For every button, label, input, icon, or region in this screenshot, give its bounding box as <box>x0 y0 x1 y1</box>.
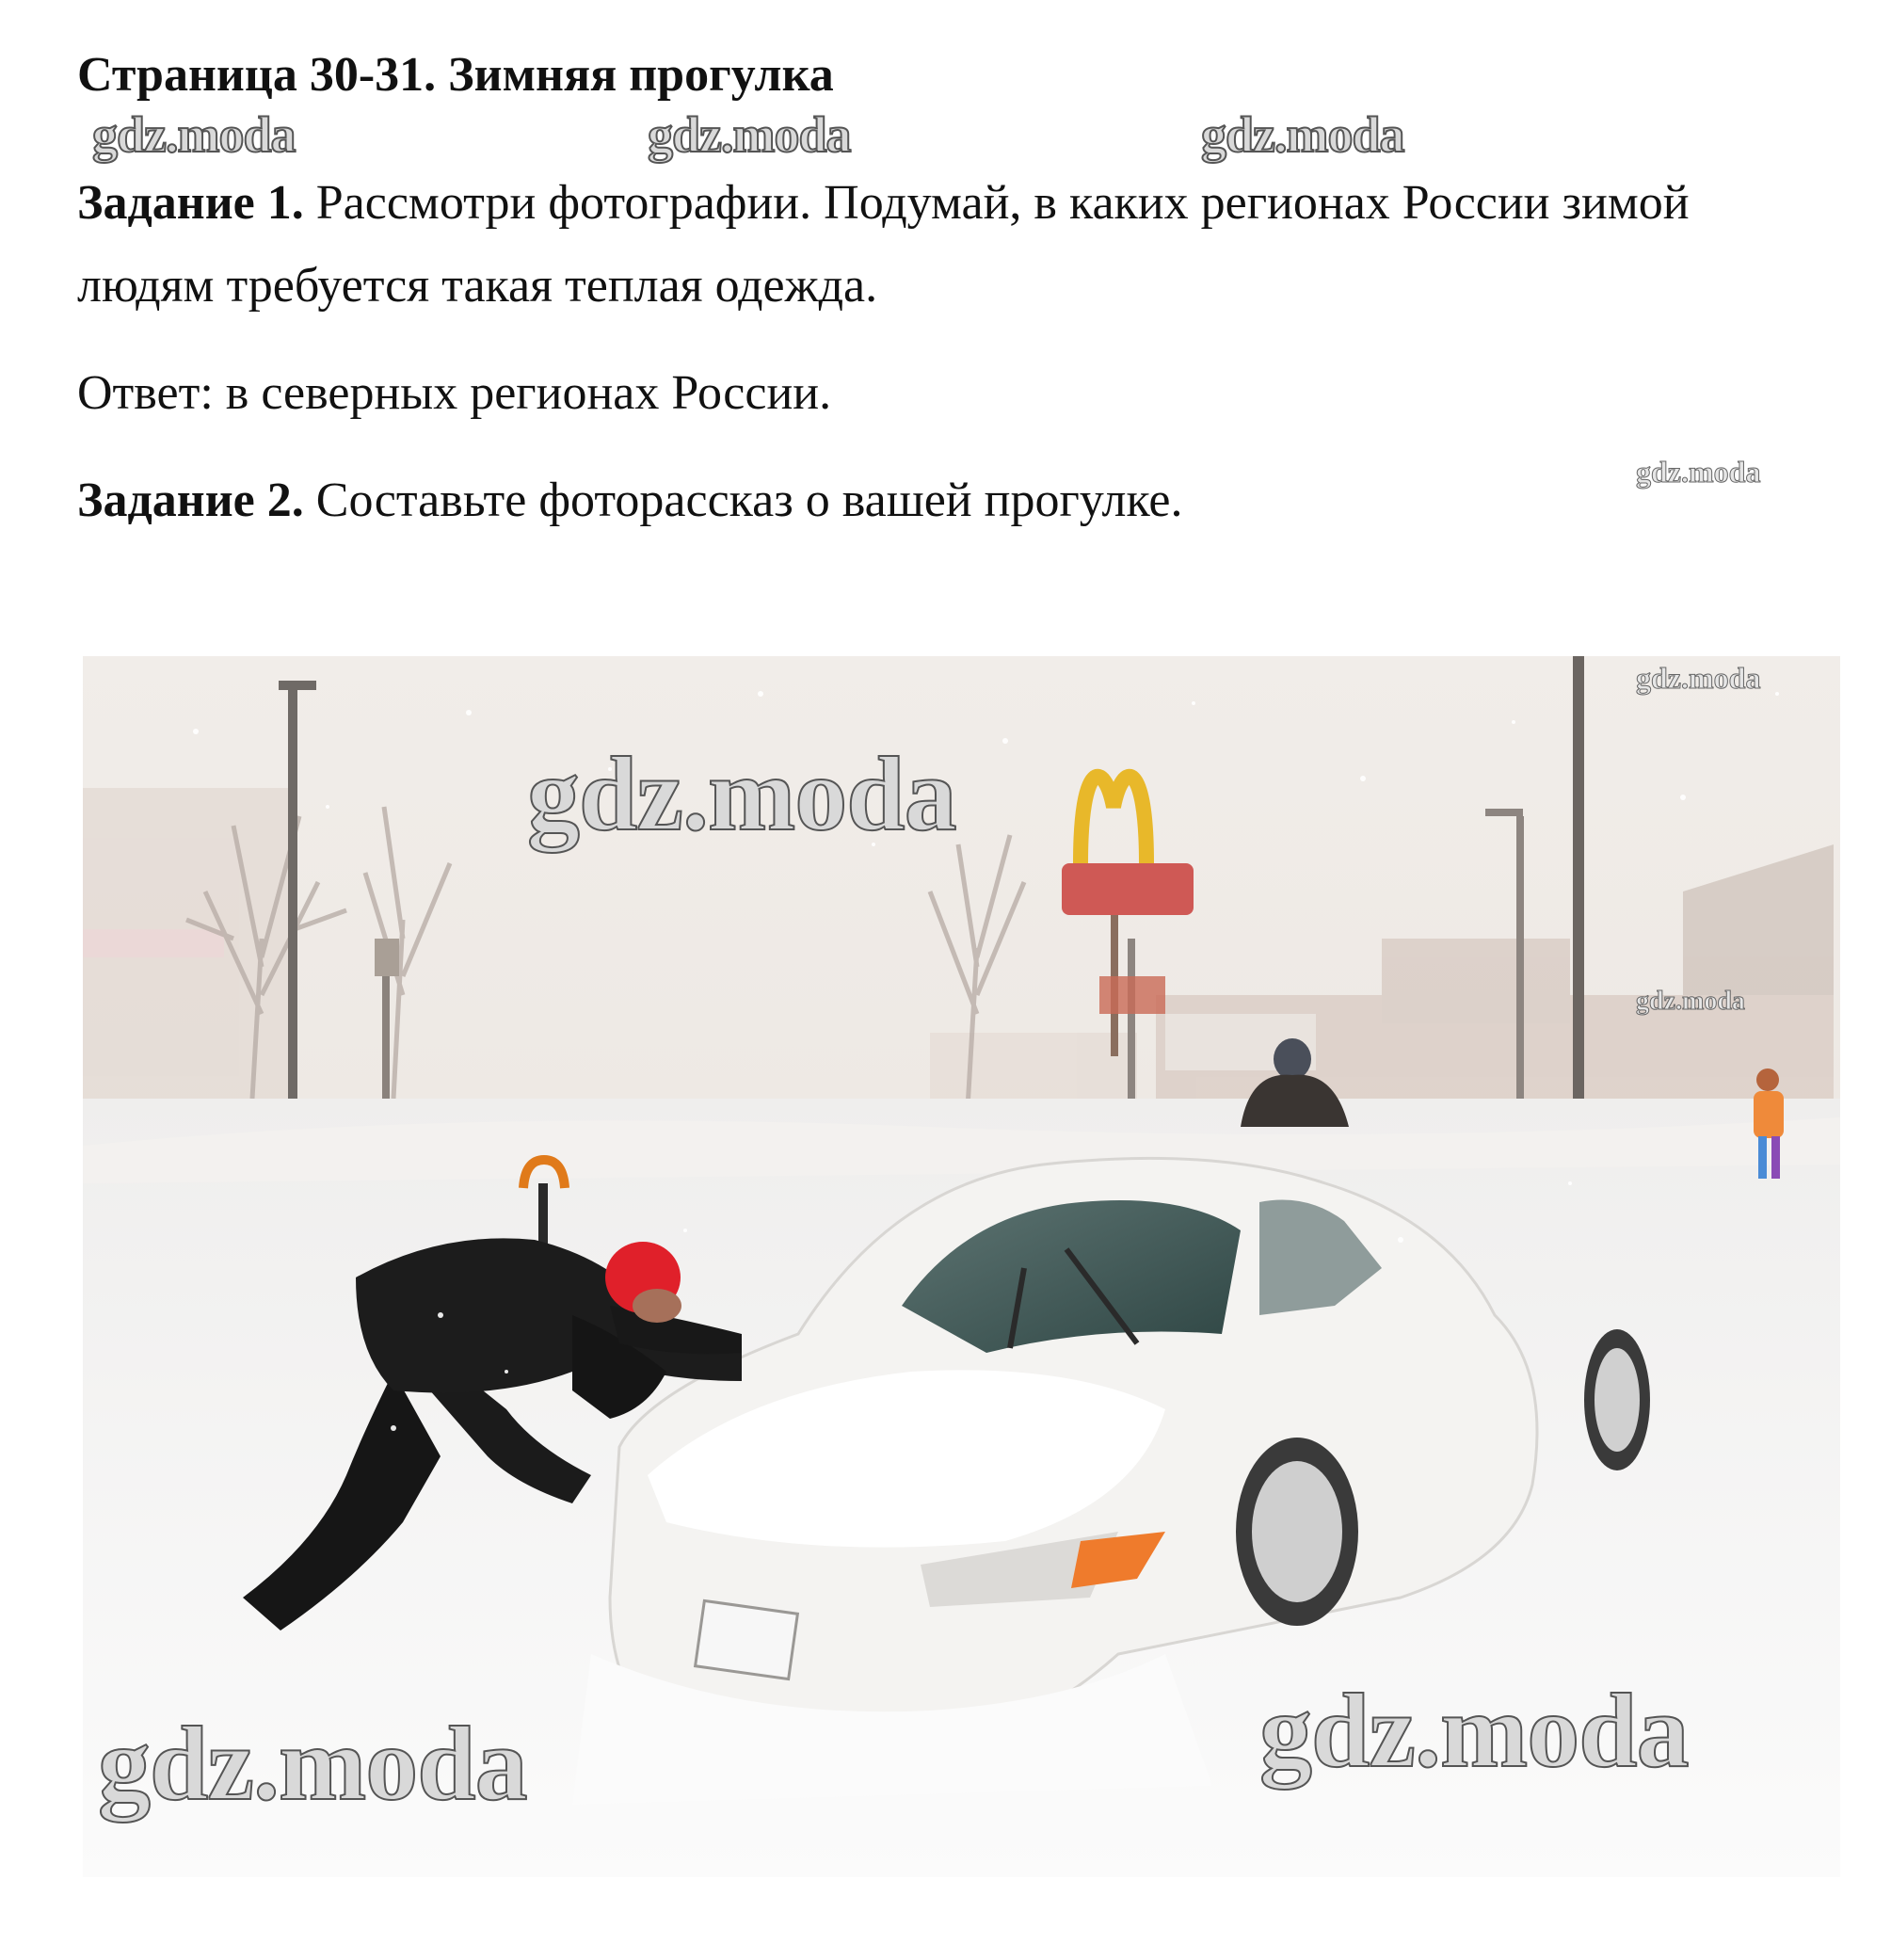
watermark-photo-top-right: gdz.moda <box>1636 661 1761 695</box>
watermark-top-2: gdz.moda <box>648 106 851 163</box>
watermark-top-3: gdz.moda <box>1201 106 1404 163</box>
task-1-paragraph <box>77 162 1809 328</box>
answer-1-text: Ответ: в северных регионах России. <box>77 366 832 420</box>
watermark-photo-middle-right: gdz.moda <box>1636 987 1745 1016</box>
watermark-photo-upper: gdz.moda <box>527 736 956 853</box>
task-2-paragraph <box>77 459 1809 542</box>
watermark-small-right: gdz.moda <box>1636 455 1761 489</box>
task-1-label: Задание 1. <box>77 176 304 230</box>
watermark-photo-bottom-left: gdz.moda <box>98 1706 527 1823</box>
task-1-text: Рассмотри фотографии. Подумай, в каких регионах России зимой людям требуется такая теплая одежда. <box>77 176 1690 313</box>
page-title: Страница 30-31. Зимняя прогулка <box>77 48 834 102</box>
watermark-photo-bottom-right: gdz.moda <box>1259 1673 1689 1790</box>
task-2-label: Задание 2. <box>77 474 304 527</box>
task-2-text: Составьте фоторассказ о вашей прогулке. <box>303 474 1183 527</box>
answer-1-paragraph <box>77 352 1809 435</box>
watermark-top-1: gdz.moda <box>92 106 296 163</box>
